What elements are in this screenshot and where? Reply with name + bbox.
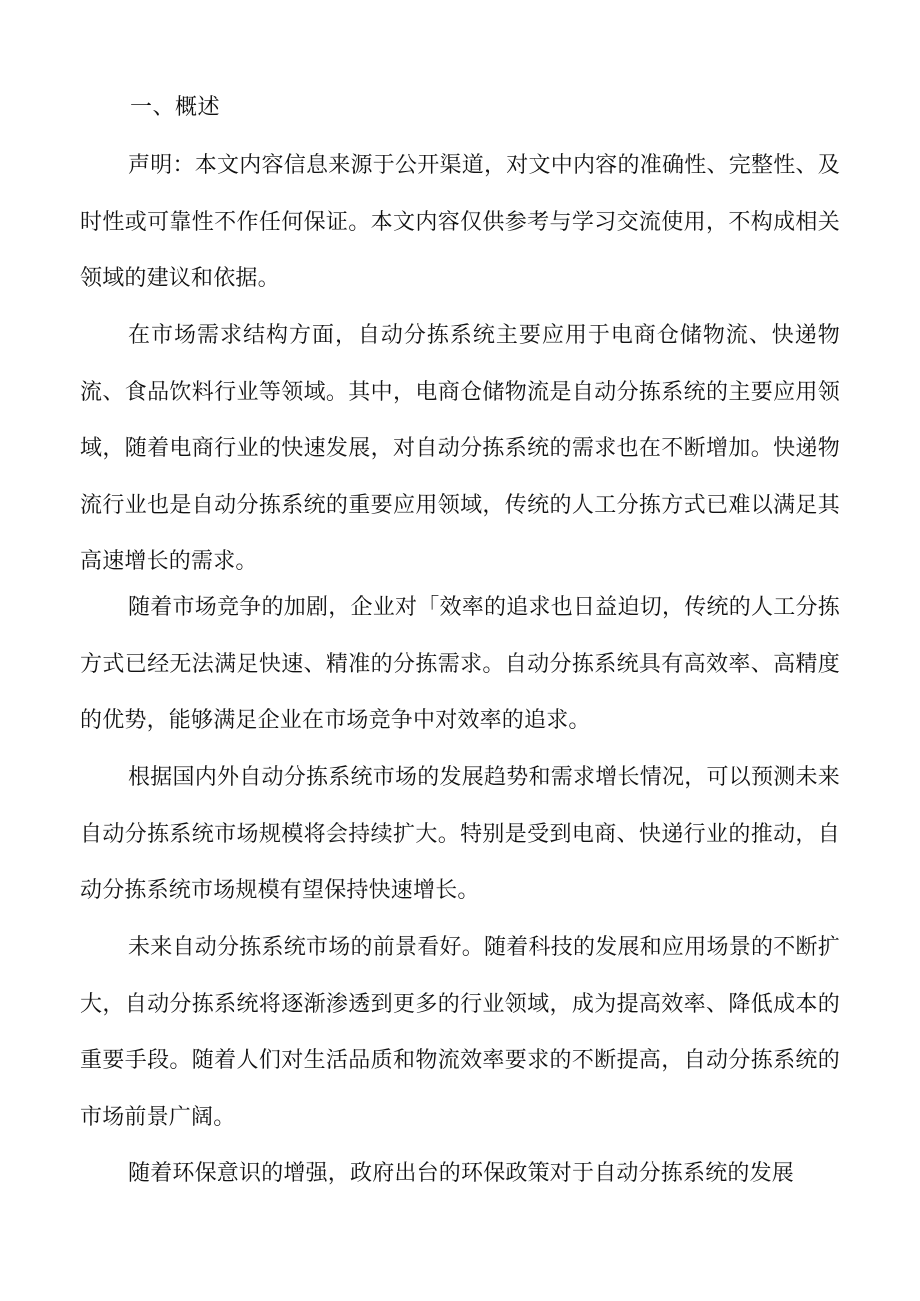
paragraph-market-demand: 在市场需求结构方面，自动分拣系统主要应用于电商仓储物流、快递物流、食品饮料行业等领域。其中，电商仓储物流是自动分拣系统的主要应用领域，随着电商行业的快速发展，对自动分拣系统的需求也在不断增加。快递物流行业也是自动分拣系统的重要应用领域，传统的人工分拣方式已难以满足其高速增长的需求。 [80,323,840,574]
paragraph-outlook: 未来自动分拣系统市场的前景看好。随着科技的发展和应用场景的不断扩大，自动分拣系统将逐渐渗透到更多的行业领域，成为提高效率、降低成本的重要手段。随着人们对生活品质和物流效率要求的不断提高，自动分拣系统的市场前景广阔。 [80,935,840,1130]
section-heading: 一、概述 [130,95,221,120]
paragraph-disclaimer: 声明：本文内容信息来源于公开渠道，对文中内容的准确性、完整性、及时性或可靠性不作任何保证。本文内容仅供参考与学习交流使用，不构成相关领域的建议和依据。 [80,153,840,291]
paragraph-environment: 随着环保意识的增强，政府出台的环保政策对于自动分拣系统的发展 [128,1161,795,1186]
paragraph-forecast: 根据国内外自动分拣系统市场的发展趋势和需求增长情况，可以预测未来自动分拣系统市场规模将会持续扩大。特别是受到电商、快递行业的推动，自动分拣系统市场规模有望保持快速增长。 [80,765,840,903]
paragraph-competition: 随着市场竞争的加剧，企业对「效率的追求也日益迫切，传统的人工分拣方式已经无法满足快速、精准的分拣需求。自动分拣系统具有高效率、高精度的优势，能够满足企业在市场竞争中对效率的追求。 [80,595,840,733]
